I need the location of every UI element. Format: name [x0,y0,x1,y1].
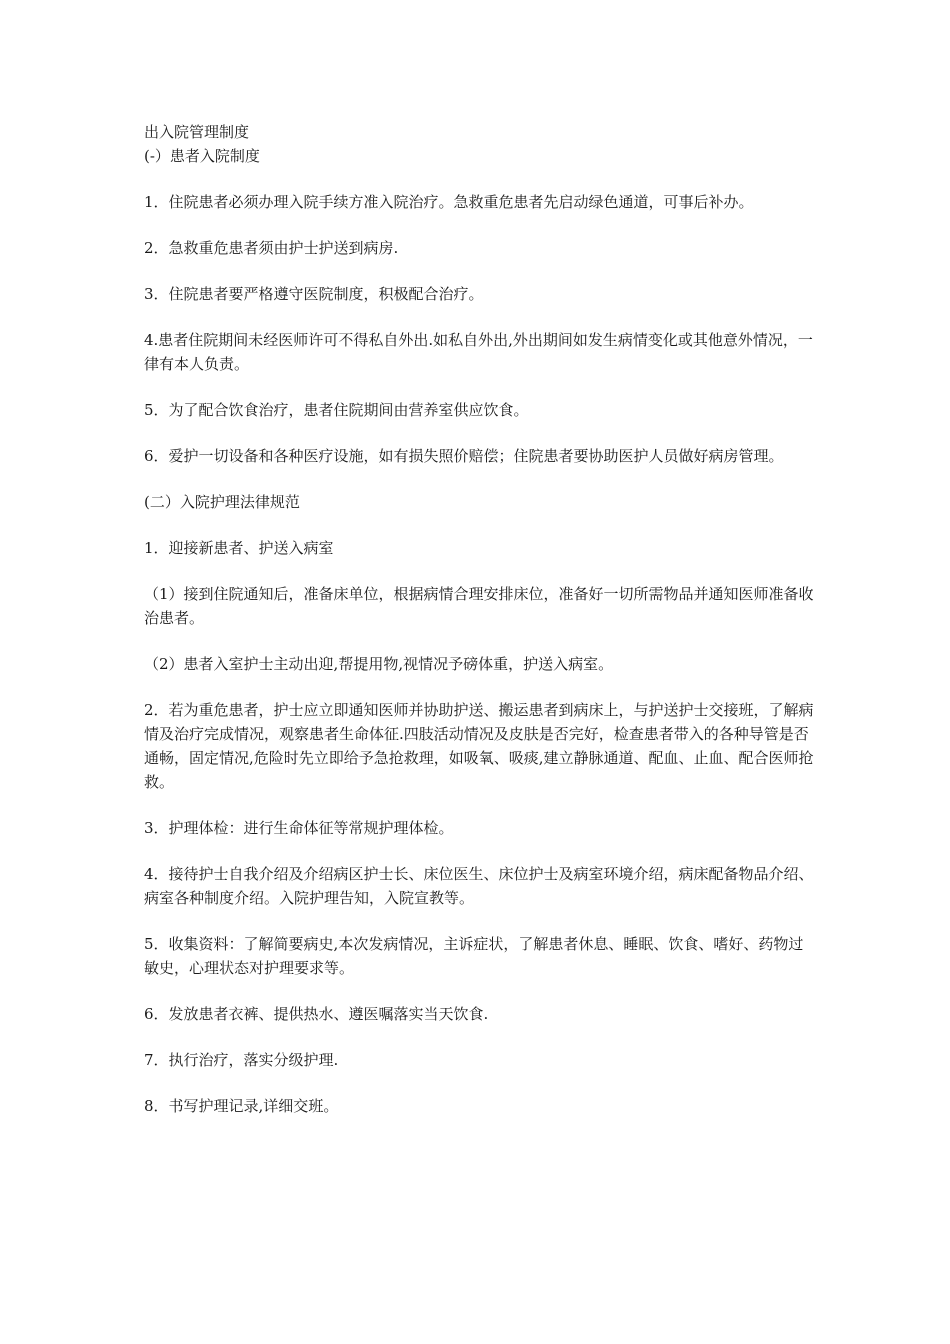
paragraph: 6．爱护一切设备和各种医疗设施，如有损失照价赔偿；住院患者要协助医护人员做好病房管理。 [144,447,784,465]
document-title: 出入院管理制度 [144,123,250,141]
document-body [144,120,816,1140]
section-heading-nursing-norms: (二）入院护理法律规范 [144,493,300,511]
paragraph: 8．书写护理记录,详细交班。 [144,1097,339,1115]
paragraph: 5．收集资料：了解简要病史,本次发病情况，主诉症状，了解患者休息、睡眠、饮食、嗜好、药物过敏史，心理状态对护理要求等。 [144,935,804,977]
paragraph: 1．迎接新患者、护送入病室 [144,539,334,557]
paragraph: （1）接到住院通知后，准备床单位，根据病情合理安排床位，准备好一切所需物品并通知医师准备收治患者。 [144,585,814,627]
paragraph: （2）患者入室护士主动出迎,帮提用物,视情况予磅体重，护送入病室。 [144,655,614,673]
paragraph: 2．急救重危患者须由护士护送到病房. [144,239,399,257]
paragraph: 4．接待护士自我介绍及介绍病区护士长、床位医生、床位护士及病室环境介绍，病床配备物品介绍、病室各种制度介绍。入院护理告知，入院宣教等。 [144,865,814,907]
paragraph: 6．发放患者衣裤、提供热水、遵医嘱落实当天饮食. [144,1005,489,1023]
paragraph: 5．为了配合饮食治疗，患者住院期间由营养室供应饮食。 [144,401,529,419]
paragraph: 2．若为重危患者，护士应立即通知医师并协助护送、搬运患者到病床上，与护送护士交接班，了解病情及治疗完成情况，观察患者生命体征.四肢活动情况及皮肤是否完好，检查患者带入的各种导管是否通畅，固定情况,危险时先立即给予急抢救理，如吸氧、吸痰,建立静脉通道、配血、止血、配合医师抢救。 [144,701,814,791]
paragraph: 1．住院患者必须办理入院手续方准入院治疗。急救重危患者先启动绿色通道，可事后补办。 [144,193,754,211]
paragraph: 3．护理体检：进行生命体征等常规护理体检。 [144,819,454,837]
section-heading-admission-rules: (-）患者入院制度 [144,147,260,165]
paragraph: 4.患者住院期间未经医师许可不得私自外出.如私自外出,外出期间如发生病情变化或其他意外情况，一律有本人负责。 [144,331,813,373]
paragraph: 3．住院患者要严格遵守医院制度，积极配合治疗。 [144,285,484,303]
paragraph: 7．执行治疗，落实分级护理. [144,1051,339,1069]
